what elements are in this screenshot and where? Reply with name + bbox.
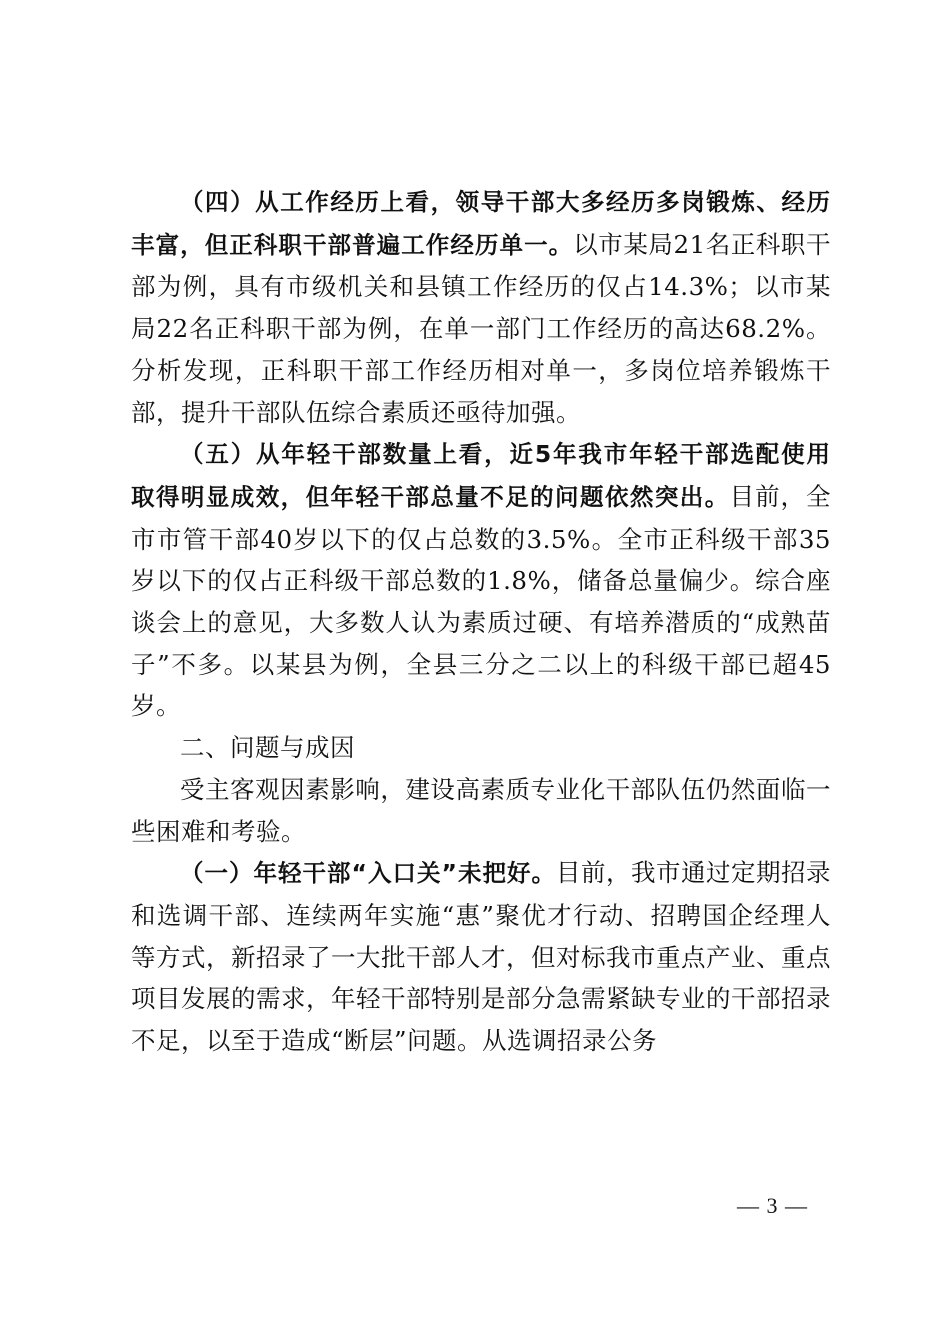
paragraph-body-text: 目前，全市市管干部40岁以下的仅占总数的3.5%。全市正科级干部35岁以下的仅占正科级干部总数的1.8%，储备总量偏少。综合座谈会上的意见，大多数人认为素质过硬、有培养潜质的“成熟苗子”不多。以某县为例，全县三分之二以上的科级干部已超45岁。 [131, 481, 832, 721]
section-heading: 二、问题与成因 [180, 733, 355, 763]
paragraph-body-text: 以市某局21名正科职干部为例，具有市级机关和县镇工作经历的仅占14.3%；以市某局22名正科职干部为例，在单一部门工作经历的高达68.2%。分析发现，正科职干部工作经历相对单一，多岗位培养锻炼干部，提升干部队伍综合素质还亟待加强。 [131, 229, 831, 427]
paragraph-intro: 受主客观因素影响，建设高素质专业化干部队伍仍然面临一些困难和考验。 [131, 774, 831, 846]
paragraph-entry-gate [131, 852, 831, 1062]
document-body [131, 181, 831, 1062]
paragraph-lead-text: （四）从工作经历上看，领导干部大多经历多岗锻炼、经历丰富，但正科职干部普遍工作经历单一。 [131, 188, 831, 259]
paragraph-work-experience [131, 181, 831, 433]
paragraph-body-text: 目前，我市通过定期招录和选调干部、连续两年实施“惠”聚优才行动、招聘国企经理人等方式，新招录了一大批干部人才，但对标我市重点产业、重点项目发展的需求，年轻干部特别是部分急需紧缺专业的干部招录不足，以至于造成“断层”问题。从选调招录公务 [131, 858, 832, 1056]
paragraph-young-cadres [131, 433, 831, 727]
paragraph-lead-text: （五）从年轻干部数量上看，近5年我市年轻干部选配使用取得明显成效，但年轻干部总量不足的问题依然突出。 [131, 440, 831, 511]
page-number: — 3 — [737, 1193, 808, 1218]
paragraph-lead-text: （一）年轻干部“入口关”未把好。 [180, 859, 556, 888]
